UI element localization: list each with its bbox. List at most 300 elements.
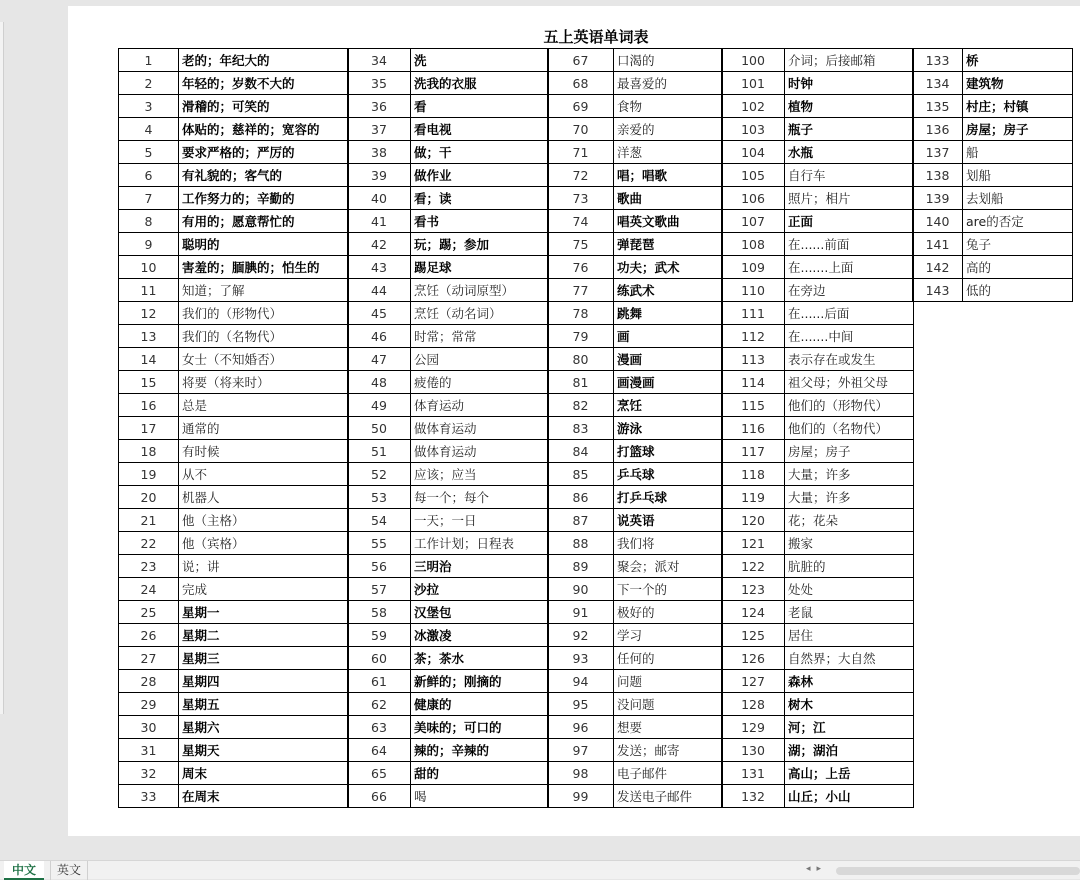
word-number[interactable]: 46	[348, 325, 411, 348]
word-number[interactable]: 77	[548, 279, 614, 302]
word-meaning[interactable]: 没问题	[614, 693, 723, 716]
word-meaning[interactable]: 他们的（名物代）	[785, 417, 914, 440]
horizontal-scrollbar[interactable]	[836, 867, 1080, 875]
word-number[interactable]: 89	[548, 555, 614, 578]
word-number[interactable]: 31	[119, 739, 179, 762]
word-number[interactable]: 112	[722, 325, 785, 348]
word-row	[548, 509, 723, 532]
word-meaning[interactable]: 去划船	[963, 187, 1073, 210]
word-meaning[interactable]: 画漫画	[614, 371, 723, 394]
word-number[interactable]: 49	[348, 394, 411, 417]
word-number[interactable]: 51	[348, 440, 411, 463]
word-meaning[interactable]: 口渴的	[614, 49, 723, 72]
word-meaning[interactable]: 年轻的；岁数不大的	[179, 72, 349, 95]
word-number[interactable]: 65	[348, 762, 411, 785]
word-meaning[interactable]: 做体育运动	[411, 440, 549, 463]
word-number[interactable]: 52	[348, 463, 411, 486]
word-number[interactable]: 34	[348, 49, 411, 72]
word-number[interactable]: 19	[119, 463, 179, 486]
word-meaning[interactable]: 老的；年纪大的	[179, 49, 349, 72]
word-number[interactable]: 114	[722, 371, 785, 394]
word-row	[348, 532, 549, 555]
word-meaning[interactable]: 任何的	[614, 647, 723, 670]
word-number[interactable]: 9	[119, 233, 179, 256]
word-number[interactable]: 25	[119, 601, 179, 624]
word-number[interactable]: 97	[548, 739, 614, 762]
word-meaning[interactable]: 喝	[411, 785, 549, 808]
word-meaning[interactable]: 自然界；大自然	[785, 647, 914, 670]
word-meaning[interactable]: 漫画	[614, 348, 723, 371]
word-meaning[interactable]: 说英语	[614, 509, 723, 532]
word-number[interactable]: 48	[348, 371, 411, 394]
word-number[interactable]: 21	[119, 509, 179, 532]
word-number[interactable]: 94	[548, 670, 614, 693]
word-meaning[interactable]: 说；讲	[179, 555, 349, 578]
word-number[interactable]: 44	[348, 279, 411, 302]
word-number[interactable]: 106	[722, 187, 785, 210]
word-meaning[interactable]: 花；花朵	[785, 509, 914, 532]
word-number[interactable]: 133	[913, 49, 963, 72]
word-meaning[interactable]: 大量；许多	[785, 486, 914, 509]
word-number[interactable]: 100	[722, 49, 785, 72]
word-meaning[interactable]: 处处	[785, 578, 914, 601]
word-meaning[interactable]: 大量；许多	[785, 463, 914, 486]
word-meaning[interactable]: 时钟	[785, 72, 914, 95]
word-meaning[interactable]: 公园	[411, 348, 549, 371]
word-number[interactable]: 59	[348, 624, 411, 647]
word-meaning[interactable]: 总是	[179, 394, 349, 417]
word-number[interactable]: 82	[548, 394, 614, 417]
word-meaning[interactable]: 船	[963, 141, 1073, 164]
word-meaning[interactable]: 在......前面	[785, 233, 914, 256]
sheet-tab-english[interactable]: 英文	[50, 861, 88, 880]
word-row	[348, 739, 549, 762]
word-meaning[interactable]: 有用的；愿意帮忙的	[179, 210, 349, 233]
word-number[interactable]: 10	[119, 256, 179, 279]
word-meaning[interactable]: 他们的（形物代）	[785, 394, 914, 417]
word-meaning[interactable]: 有礼貌的；客气的	[179, 164, 349, 187]
word-number[interactable]: 75	[548, 233, 614, 256]
word-meaning[interactable]: 完成	[179, 578, 349, 601]
word-number[interactable]: 64	[348, 739, 411, 762]
word-meaning[interactable]: 工作努力的；辛勤的	[179, 187, 349, 210]
word-number[interactable]: 70	[548, 118, 614, 141]
word-number[interactable]: 47	[348, 348, 411, 371]
word-number[interactable]: 8	[119, 210, 179, 233]
word-number[interactable]: 26	[119, 624, 179, 647]
word-number[interactable]: 141	[913, 233, 963, 256]
word-meaning[interactable]: 踢足球	[411, 256, 549, 279]
word-meaning[interactable]: 新鲜的；刚摘的	[411, 670, 549, 693]
word-meaning[interactable]: 高的	[963, 256, 1073, 279]
word-number[interactable]: 66	[348, 785, 411, 808]
word-number[interactable]: 129	[722, 716, 785, 739]
word-number[interactable]: 81	[548, 371, 614, 394]
word-number[interactable]: 142	[913, 256, 963, 279]
word-meaning[interactable]: 亲爱的	[614, 118, 723, 141]
word-row	[348, 256, 549, 279]
word-meaning[interactable]: 画	[614, 325, 723, 348]
word-meaning[interactable]: 玩；踢；参加	[411, 233, 549, 256]
word-number[interactable]: 143	[913, 279, 963, 302]
word-meaning[interactable]: 发送电子邮件	[614, 785, 723, 808]
word-meaning[interactable]: 弹琵琶	[614, 233, 723, 256]
word-number[interactable]: 85	[548, 463, 614, 486]
word-number[interactable]: 39	[348, 164, 411, 187]
word-meaning[interactable]: 他（主格）	[179, 509, 349, 532]
word-number[interactable]: 1	[119, 49, 179, 72]
word-number[interactable]: 38	[348, 141, 411, 164]
word-number[interactable]: 37	[348, 118, 411, 141]
word-number[interactable]: 62	[348, 693, 411, 716]
word-meaning[interactable]: 高山；上岳	[785, 762, 914, 785]
word-meaning[interactable]: 疲倦的	[411, 371, 549, 394]
word-number[interactable]: 69	[548, 95, 614, 118]
word-row	[548, 371, 723, 394]
word-meaning[interactable]: 烹饪（动名词）	[411, 302, 549, 325]
word-meaning[interactable]: 我们的（形物代）	[179, 302, 349, 325]
word-meaning[interactable]: 问题	[614, 670, 723, 693]
word-meaning[interactable]: 健康的	[411, 693, 549, 716]
word-number[interactable]: 43	[348, 256, 411, 279]
word-number[interactable]: 107	[722, 210, 785, 233]
word-number[interactable]: 29	[119, 693, 179, 716]
word-number[interactable]: 105	[722, 164, 785, 187]
word-number[interactable]: 33	[119, 785, 179, 808]
word-row	[348, 72, 549, 95]
word-number[interactable]: 125	[722, 624, 785, 647]
word-number[interactable]: 140	[913, 210, 963, 233]
word-meaning[interactable]: 表示存在或发生	[785, 348, 914, 371]
sheet-tab-chinese[interactable]: 中文	[4, 861, 44, 880]
word-number[interactable]: 55	[348, 532, 411, 555]
word-meaning[interactable]: 在周末	[179, 785, 349, 808]
word-number[interactable]: 54	[348, 509, 411, 532]
word-meaning[interactable]: 在旁边	[785, 279, 914, 302]
word-meaning[interactable]: 冰激凌	[411, 624, 549, 647]
word-meaning[interactable]: 房屋；房子	[963, 118, 1073, 141]
word-meaning[interactable]: 女士（不知婚否）	[179, 348, 349, 371]
word-number[interactable]: 116	[722, 417, 785, 440]
word-meaning[interactable]: 房屋；房子	[785, 440, 914, 463]
word-meaning[interactable]: 看电视	[411, 118, 549, 141]
word-meaning[interactable]: 辣的；辛辣的	[411, 739, 549, 762]
word-number[interactable]: 60	[348, 647, 411, 670]
word-number[interactable]: 84	[548, 440, 614, 463]
word-number[interactable]: 68	[548, 72, 614, 95]
word-meaning[interactable]: 洗我的衣服	[411, 72, 549, 95]
word-meaning[interactable]: 打乒乓球	[614, 486, 723, 509]
word-meaning[interactable]: 星期四	[179, 670, 349, 693]
word-meaning[interactable]: 从不	[179, 463, 349, 486]
word-number[interactable]: 28	[119, 670, 179, 693]
word-number[interactable]: 61	[348, 670, 411, 693]
word-number[interactable]: 123	[722, 578, 785, 601]
word-meaning[interactable]: 每一个；每个	[411, 486, 549, 509]
word-number[interactable]: 113	[722, 348, 785, 371]
word-number[interactable]: 93	[548, 647, 614, 670]
word-meaning[interactable]: 肮脏的	[785, 555, 914, 578]
word-number[interactable]: 88	[548, 532, 614, 555]
word-meaning[interactable]: 汉堡包	[411, 601, 549, 624]
word-number[interactable]: 16	[119, 394, 179, 417]
word-number[interactable]: 115	[722, 394, 785, 417]
word-meaning[interactable]: 茶；茶水	[411, 647, 549, 670]
word-meaning[interactable]: 村庄；村镇	[963, 95, 1073, 118]
word-meaning[interactable]: 食物	[614, 95, 723, 118]
word-number[interactable]: 30	[119, 716, 179, 739]
word-number[interactable]: 135	[913, 95, 963, 118]
word-meaning[interactable]: 极好的	[614, 601, 723, 624]
word-number[interactable]: 78	[548, 302, 614, 325]
word-number[interactable]: 110	[722, 279, 785, 302]
word-number[interactable]: 134	[913, 72, 963, 95]
word-meaning[interactable]: 一天；一日	[411, 509, 549, 532]
word-meaning[interactable]: 我们将	[614, 532, 723, 555]
word-number[interactable]: 11	[119, 279, 179, 302]
word-meaning[interactable]: 树木	[785, 693, 914, 716]
word-meaning[interactable]: 应该；应当	[411, 463, 549, 486]
word-meaning[interactable]: 电子邮件	[614, 762, 723, 785]
word-meaning[interactable]: 划船	[963, 164, 1073, 187]
word-number[interactable]: 41	[348, 210, 411, 233]
word-meaning[interactable]: 烹饪	[614, 394, 723, 417]
word-number[interactable]: 91	[548, 601, 614, 624]
word-meaning[interactable]: 下一个的	[614, 578, 723, 601]
word-meaning[interactable]: 看书	[411, 210, 549, 233]
word-meaning[interactable]: 有时候	[179, 440, 349, 463]
word-number[interactable]: 122	[722, 555, 785, 578]
word-number[interactable]: 57	[348, 578, 411, 601]
word-meaning[interactable]: 星期天	[179, 739, 349, 762]
word-meaning[interactable]: 练武术	[614, 279, 723, 302]
word-number[interactable]: 118	[722, 463, 785, 486]
word-meaning[interactable]: 歌曲	[614, 187, 723, 210]
word-number[interactable]: 92	[548, 624, 614, 647]
word-number[interactable]: 76	[548, 256, 614, 279]
word-meaning[interactable]: 要求严格的；严厉的	[179, 141, 349, 164]
word-number[interactable]: 7	[119, 187, 179, 210]
word-number[interactable]: 101	[722, 72, 785, 95]
word-number[interactable]: 18	[119, 440, 179, 463]
word-meaning[interactable]: 山丘；小山	[785, 785, 914, 808]
word-number[interactable]: 98	[548, 762, 614, 785]
word-meaning[interactable]: 唱英文歌曲	[614, 210, 723, 233]
word-number[interactable]: 86	[548, 486, 614, 509]
word-meaning[interactable]: 通常的	[179, 417, 349, 440]
word-number[interactable]: 42	[348, 233, 411, 256]
word-number[interactable]: 12	[119, 302, 179, 325]
word-number[interactable]: 131	[722, 762, 785, 785]
word-meaning[interactable]: 星期一	[179, 601, 349, 624]
word-meaning[interactable]: 植物	[785, 95, 914, 118]
word-meaning[interactable]: 湖；湖泊	[785, 739, 914, 762]
word-meaning[interactable]: 烹饪（动词原型）	[411, 279, 549, 302]
word-number[interactable]: 36	[348, 95, 411, 118]
word-number[interactable]: 104	[722, 141, 785, 164]
word-meaning[interactable]: 照片；相片	[785, 187, 914, 210]
word-number[interactable]: 2	[119, 72, 179, 95]
word-number[interactable]: 102	[722, 95, 785, 118]
word-meaning[interactable]: 桥	[963, 49, 1073, 72]
word-number[interactable]: 58	[348, 601, 411, 624]
word-meaning[interactable]: 体育运动	[411, 394, 549, 417]
word-meaning[interactable]: 森林	[785, 670, 914, 693]
word-meaning[interactable]: 将要（将来时）	[179, 371, 349, 394]
word-meaning[interactable]: 最喜爱的	[614, 72, 723, 95]
word-meaning[interactable]: 星期三	[179, 647, 349, 670]
word-number[interactable]: 139	[913, 187, 963, 210]
word-meaning[interactable]: 建筑物	[963, 72, 1073, 95]
word-number[interactable]: 50	[348, 417, 411, 440]
word-number[interactable]: 87	[548, 509, 614, 532]
word-number[interactable]: 72	[548, 164, 614, 187]
word-meaning[interactable]: 自行车	[785, 164, 914, 187]
word-meaning[interactable]: 在......后面	[785, 302, 914, 325]
word-number[interactable]: 32	[119, 762, 179, 785]
word-number[interactable]: 138	[913, 164, 963, 187]
word-number[interactable]: 109	[722, 256, 785, 279]
word-meaning[interactable]: 甜的	[411, 762, 549, 785]
word-meaning[interactable]: 做作业	[411, 164, 549, 187]
word-number[interactable]: 22	[119, 532, 179, 555]
word-number[interactable]: 120	[722, 509, 785, 532]
word-meaning[interactable]: 看；读	[411, 187, 549, 210]
word-meaning[interactable]: 居住	[785, 624, 914, 647]
word-number[interactable]: 4	[119, 118, 179, 141]
word-number[interactable]: 79	[548, 325, 614, 348]
word-meaning[interactable]: 做体育运动	[411, 417, 549, 440]
word-number[interactable]: 90	[548, 578, 614, 601]
word-number[interactable]: 6	[119, 164, 179, 187]
word-number[interactable]: 124	[722, 601, 785, 624]
word-meaning[interactable]: 工作计划；日程表	[411, 532, 549, 555]
word-number[interactable]: 126	[722, 647, 785, 670]
word-number[interactable]: 127	[722, 670, 785, 693]
word-meaning[interactable]: 乒乓球	[614, 463, 723, 486]
word-number[interactable]: 128	[722, 693, 785, 716]
word-number[interactable]: 96	[548, 716, 614, 739]
word-number[interactable]: 14	[119, 348, 179, 371]
word-meaning[interactable]: 搬家	[785, 532, 914, 555]
word-meaning[interactable]: 体贴的；慈祥的；宽容的	[179, 118, 349, 141]
word-meaning[interactable]: 聪明的	[179, 233, 349, 256]
word-meaning[interactable]: 聚会；派对	[614, 555, 723, 578]
word-number[interactable]: 103	[722, 118, 785, 141]
word-number[interactable]: 13	[119, 325, 179, 348]
word-meaning[interactable]: 三明治	[411, 555, 549, 578]
word-number[interactable]: 111	[722, 302, 785, 325]
word-number[interactable]: 24	[119, 578, 179, 601]
scroll-arrows-icon[interactable]: ◂▸	[806, 864, 828, 874]
word-meaning[interactable]: 发送；邮寄	[614, 739, 723, 762]
word-meaning[interactable]: 洋葱	[614, 141, 723, 164]
word-number[interactable]: 99	[548, 785, 614, 808]
word-meaning[interactable]: 时常；常常	[411, 325, 549, 348]
word-meaning[interactable]: 老鼠	[785, 601, 914, 624]
word-number[interactable]: 27	[119, 647, 179, 670]
word-meaning[interactable]: 沙拉	[411, 578, 549, 601]
word-meaning[interactable]: 害羞的；腼腆的；怕生的	[179, 256, 349, 279]
word-number[interactable]: 117	[722, 440, 785, 463]
word-meaning[interactable]: 星期二	[179, 624, 349, 647]
word-number[interactable]: 119	[722, 486, 785, 509]
word-number[interactable]: 3	[119, 95, 179, 118]
word-number[interactable]: 73	[548, 187, 614, 210]
word-number[interactable]: 45	[348, 302, 411, 325]
word-number[interactable]: 71	[548, 141, 614, 164]
word-meaning[interactable]: 唱；唱歌	[614, 164, 723, 187]
word-number[interactable]: 132	[722, 785, 785, 808]
word-number[interactable]: 23	[119, 555, 179, 578]
word-meaning[interactable]: 他（宾格）	[179, 532, 349, 555]
word-meaning[interactable]: 机器人	[179, 486, 349, 509]
word-number[interactable]: 80	[548, 348, 614, 371]
word-meaning[interactable]: 打篮球	[614, 440, 723, 463]
word-meaning[interactable]: 祖父母；外祖父母	[785, 371, 914, 394]
word-number[interactable]: 20	[119, 486, 179, 509]
word-meaning[interactable]: 在.......上面	[785, 256, 914, 279]
word-number[interactable]: 56	[348, 555, 411, 578]
word-meaning[interactable]: 正面	[785, 210, 914, 233]
word-number[interactable]: 83	[548, 417, 614, 440]
word-number[interactable]: 130	[722, 739, 785, 762]
word-meaning[interactable]: 在.......中间	[785, 325, 914, 348]
word-row	[913, 187, 1073, 210]
word-meaning[interactable]: 学习	[614, 624, 723, 647]
word-meaning[interactable]: 介词；后接邮箱	[785, 49, 914, 72]
word-meaning[interactable]: 水瓶	[785, 141, 914, 164]
word-row	[119, 555, 349, 578]
word-meaning[interactable]: 看	[411, 95, 549, 118]
word-meaning[interactable]: 兔子	[963, 233, 1073, 256]
word-number[interactable]: 15	[119, 371, 179, 394]
word-row	[119, 95, 349, 118]
word-meaning[interactable]: 洗	[411, 49, 549, 72]
word-meaning[interactable]: 滑稽的；可笑的	[179, 95, 349, 118]
word-meaning[interactable]: 瓶子	[785, 118, 914, 141]
word-meaning[interactable]: 我们的（名物代）	[179, 325, 349, 348]
word-number[interactable]: 40	[348, 187, 411, 210]
word-number[interactable]: 121	[722, 532, 785, 555]
word-number[interactable]: 136	[913, 118, 963, 141]
word-meaning[interactable]: 星期五	[179, 693, 349, 716]
word-row	[548, 440, 723, 463]
word-number[interactable]: 5	[119, 141, 179, 164]
word-number[interactable]: 108	[722, 233, 785, 256]
word-meaning[interactable]: 想要	[614, 716, 723, 739]
word-number[interactable]: 63	[348, 716, 411, 739]
word-meaning[interactable]: 河；江	[785, 716, 914, 739]
word-number[interactable]: 137	[913, 141, 963, 164]
word-meaning[interactable]: 做；干	[411, 141, 549, 164]
word-meaning[interactable]: 美味的；可口的	[411, 716, 549, 739]
word-number[interactable]: 95	[548, 693, 614, 716]
word-number[interactable]: 67	[548, 49, 614, 72]
word-meaning[interactable]: 周末	[179, 762, 349, 785]
word-number[interactable]: 35	[348, 72, 411, 95]
word-meaning[interactable]: are的否定	[963, 210, 1073, 233]
word-meaning[interactable]: 功夫；武术	[614, 256, 723, 279]
word-number[interactable]: 17	[119, 417, 179, 440]
word-number[interactable]: 53	[348, 486, 411, 509]
word-number[interactable]: 74	[548, 210, 614, 233]
word-meaning[interactable]: 知道；了解	[179, 279, 349, 302]
word-meaning[interactable]: 低的	[963, 279, 1073, 302]
word-meaning[interactable]: 跳舞	[614, 302, 723, 325]
word-meaning[interactable]: 星期六	[179, 716, 349, 739]
word-meaning[interactable]: 游泳	[614, 417, 723, 440]
